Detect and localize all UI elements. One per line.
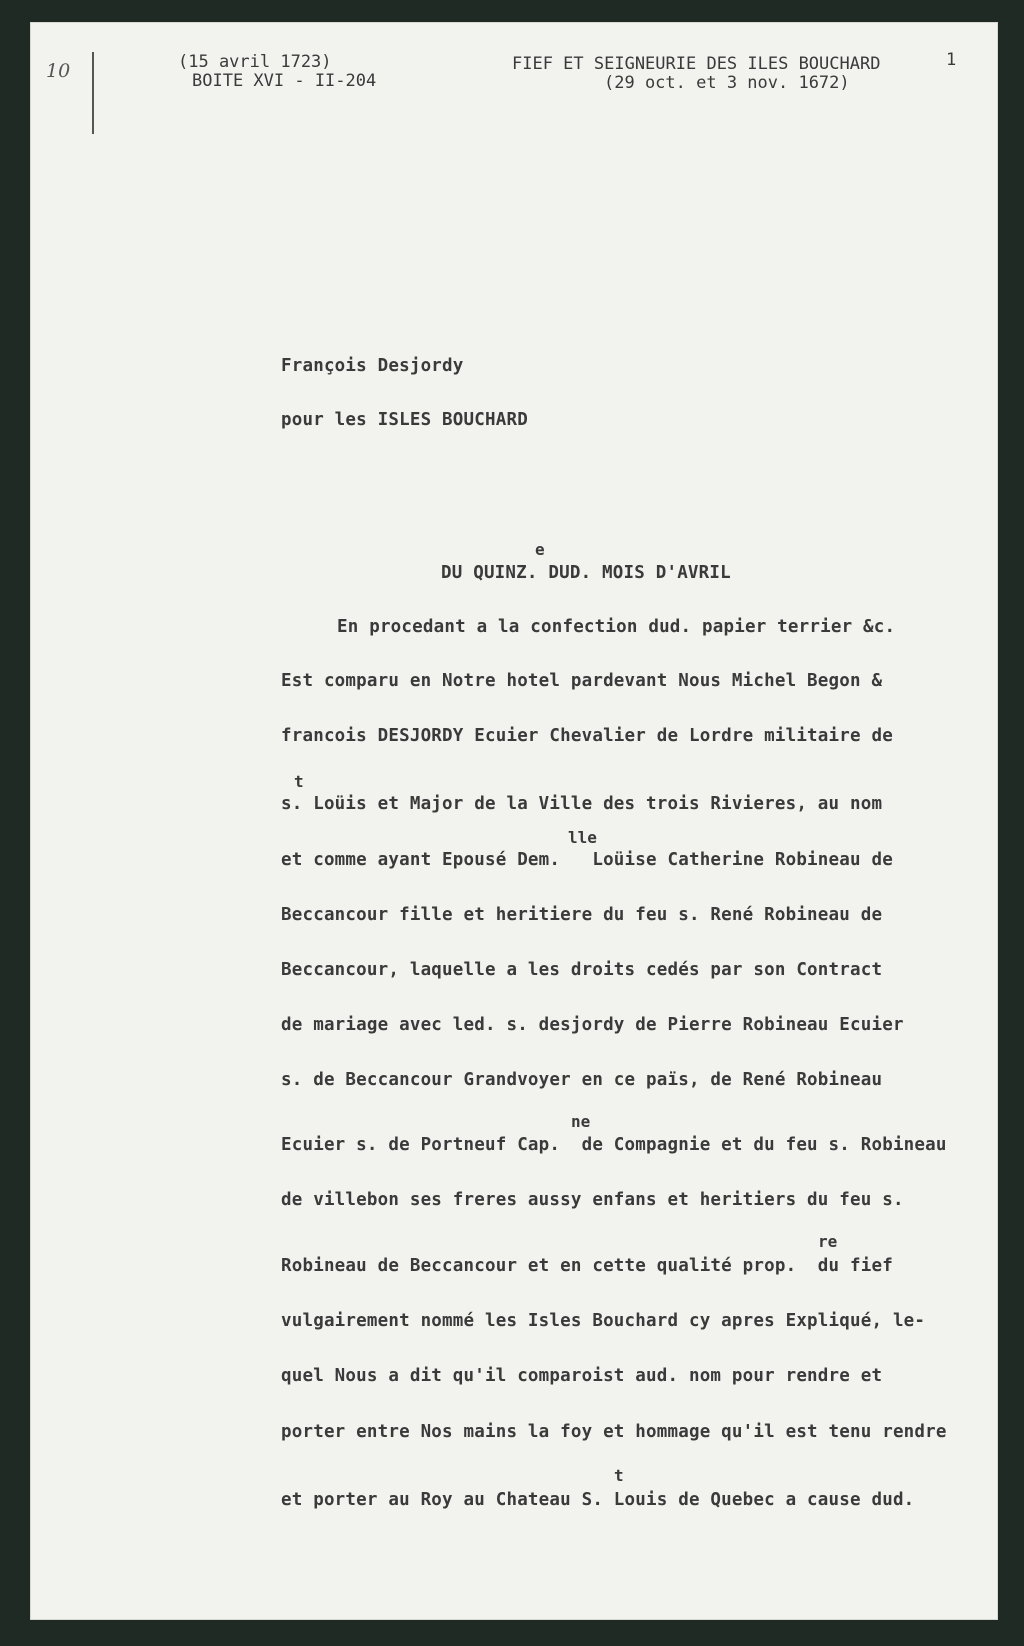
text-line: de villebon ses freres aussy enfans et heritiers du feu s. [281,1190,904,1210]
superscript: re [818,1232,838,1251]
superscript: lle [568,828,597,847]
text-line: quel Nous a dit qu'il comparoist aud. nom pour rendre et [281,1366,883,1386]
text-line: s. Loüis et Major de la Ville des trois Rivieres, au nom [281,794,883,814]
subject-line: pour les ISLES BOUCHARD [281,410,528,430]
header-dates: (29 oct. et 3 nov. 1672) [604,73,850,93]
header-box-ref: BOITE XVI - II-204 [192,71,377,91]
header-date: (15 avril 1723) [178,52,332,72]
text-line: Robineau de Beccancour et en cette qualité prop. du fief [281,1256,893,1276]
text-line: Ecuier s. de Portneuf Cap. de Compagnie et du feu s. Robineau [281,1135,947,1155]
text-line: et comme ayant Epousé Dem. Loüise Catherine Robineau de [281,850,893,870]
text-line: Est comparu en Notre hotel pardevant Nous Michel Begon & [281,671,883,691]
superscript: t [614,1466,624,1485]
text-line: En procedant a la confection dud. papier terrier &c. [337,617,896,637]
text-line: de mariage avec led. s. desjordy de Pierre Robineau Ecuier [281,1015,904,1035]
date-heading: DU QUINZ. DUD. MOIS D'AVRIL [441,563,731,583]
margin-rule [92,52,94,134]
text-line: vulgairement nommé les Isles Bouchard cy apres Expliqué, le- [281,1311,926,1331]
text-line: francois DESJORDY Ecuier Chevalier de Lordre militaire de [281,726,893,746]
page-number: 1 [946,50,957,70]
margin-note: 10 [46,60,71,82]
superscript: e [535,540,545,559]
person-name: François Desjordy [281,356,464,376]
text-line: porter entre Nos mains la foy et hommage qu'il est tenu rendre [281,1422,947,1442]
superscript: ne [571,1112,591,1131]
text-line: Beccancour, laquelle a les droits cedés par son Contract [281,960,883,980]
header-title: FIEF ET SEIGNEURIE DES ILES BOUCHARD [512,54,881,74]
document-page [30,22,998,1620]
text-line: Beccancour fille et heritiere du feu s. René Robineau de [281,905,883,925]
superscript: t [294,772,304,791]
text-line: et porter au Roy au Chateau S. Louis de Quebec a cause dud. [281,1490,915,1510]
text-line: s. de Beccancour Grandvoyer en ce païs, de René Robineau [281,1070,883,1090]
